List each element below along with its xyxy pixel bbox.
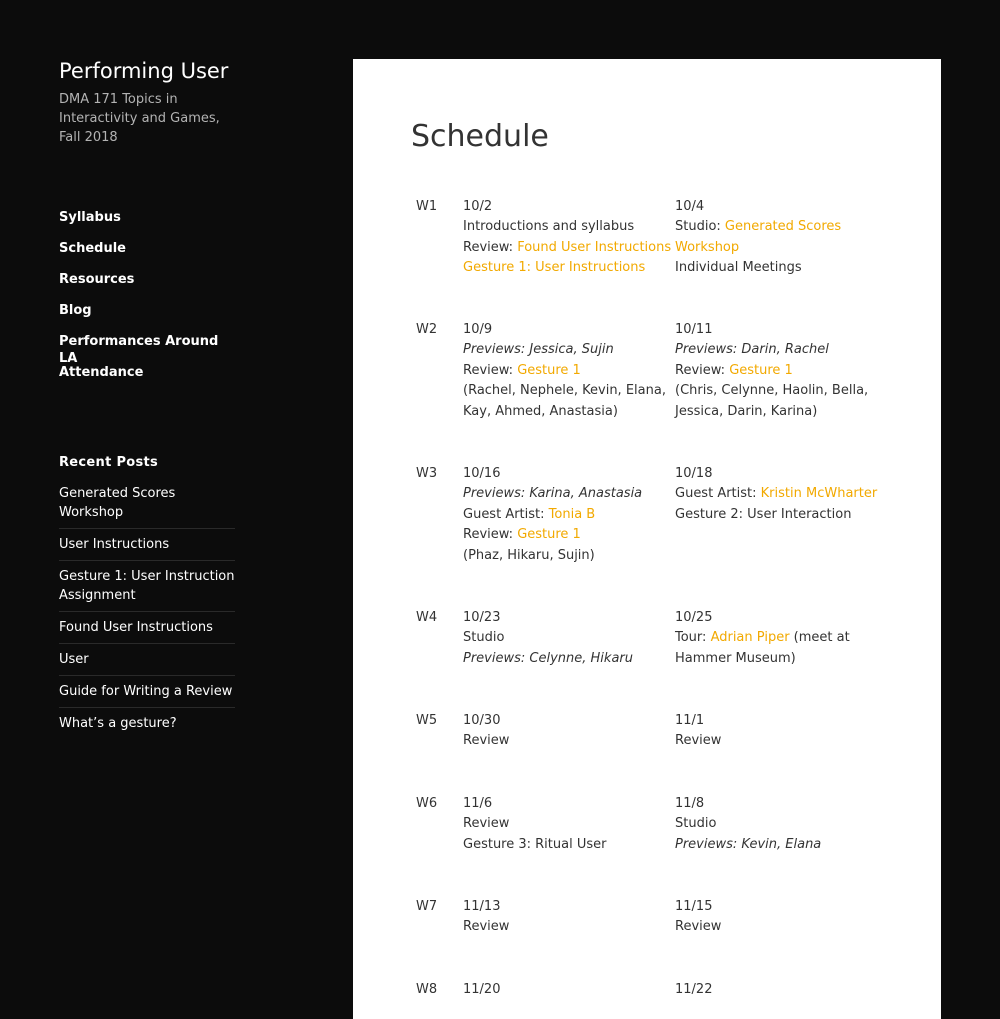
week-label: W1 — [416, 199, 438, 214]
review-prefix: Review: — [675, 362, 730, 378]
day-cell — [675, 897, 875, 938]
site-title[interactable]: Performing User — [59, 59, 229, 83]
recent-post-link[interactable]: Gesture 1: User Instruction Assignment — [59, 561, 235, 612]
kristin-mcwharter-link[interactable]: Kristin McWharter — [760, 486, 878, 502]
day-cell — [675, 608, 875, 669]
content-card — [353, 59, 941, 1019]
gesture-1-link[interactable]: Gesture 1 — [729, 362, 793, 378]
recent-posts-heading: Recent Posts — [59, 455, 159, 470]
day-cell — [675, 794, 875, 855]
day-cell — [463, 197, 672, 279]
guest-line — [463, 505, 663, 525]
date: 10/25 — [675, 610, 713, 625]
session-text: Individual Meetings — [675, 260, 802, 276]
review-prefix: Review: — [463, 362, 518, 378]
day-cell — [463, 608, 663, 669]
nav-item-schedule[interactable]: Schedule — [59, 241, 126, 256]
session-text: Gesture 3: Ritual User — [463, 836, 607, 852]
review-line — [463, 238, 672, 258]
session-text: Review — [463, 733, 510, 749]
date: 10/18 — [675, 466, 713, 481]
previews: Previews: Kevin, Elana — [675, 836, 822, 852]
studio-line-cont — [675, 238, 875, 258]
recent-post-link[interactable]: Found User Instructions — [59, 612, 235, 644]
sidebar — [59, 58, 235, 739]
names: (Chris, Celynne, Haolin, Bella, — [675, 383, 869, 399]
week-label: W2 — [416, 322, 438, 337]
gesture-line — [463, 258, 663, 278]
guest-prefix: Guest Artist: — [675, 486, 761, 502]
tour-suffix: (meet at — [789, 630, 850, 646]
session-text: Review — [675, 733, 722, 749]
session-text: Review — [463, 919, 510, 935]
guest-prefix: Guest Artist: — [463, 506, 549, 522]
date: 11/22 — [675, 982, 713, 997]
site-description: DMA 171 Topics in Interactivity and Games, Fall 2018 — [59, 92, 220, 145]
date: 11/13 — [463, 899, 501, 914]
names: Jessica, Darin, Karina) — [675, 403, 818, 419]
found-user-instructions-link[interactable]: Found User Instructions — [517, 239, 672, 255]
adrian-piper-link[interactable]: Adrian Piper — [710, 630, 790, 646]
studio-line — [675, 217, 875, 237]
recent-post-link[interactable]: User Instructions — [59, 529, 235, 561]
review-prefix: Review: — [463, 527, 518, 543]
date: 10/16 — [463, 466, 501, 481]
tour-prefix: Tour: — [675, 630, 711, 646]
review-line — [675, 361, 875, 381]
session-text: Studio — [675, 816, 717, 832]
session-text: Review — [463, 816, 510, 832]
date: 10/30 — [463, 713, 501, 728]
recent-post-link[interactable]: Generated Scores Workshop — [59, 484, 235, 529]
tour-line — [675, 628, 875, 648]
previews: Previews: Jessica, Sujin — [463, 342, 614, 358]
nav-item-resources[interactable]: Resources — [59, 272, 135, 287]
gesture-1-link[interactable]: Gesture 1 — [517, 527, 581, 543]
recent-posts-list — [59, 484, 235, 739]
gesture-1-instructions-link[interactable]: Gesture 1: User Instructions — [463, 260, 646, 276]
day-cell — [463, 711, 663, 752]
nav-item-syllabus[interactable]: Syllabus — [59, 210, 121, 225]
review-line — [463, 525, 663, 545]
tour-place: Hammer Museum) — [675, 650, 796, 666]
week-label: W6 — [416, 796, 438, 811]
day-cell — [675, 464, 878, 525]
gesture-1-link[interactable]: Gesture 1 — [517, 362, 581, 378]
names: Kay, Ahmed, Anastasia) — [463, 403, 618, 419]
week-label: W5 — [416, 713, 438, 728]
session-text: Studio — [463, 630, 505, 646]
date: 10/2 — [463, 199, 493, 214]
date: 11/8 — [675, 796, 705, 811]
date: 10/4 — [675, 199, 705, 214]
nav-item-blog[interactable]: Blog — [59, 303, 92, 318]
day-cell — [463, 794, 663, 855]
guest-line — [675, 484, 878, 504]
previews: Previews: Darin, Rachel — [675, 342, 829, 358]
nav-item-attendance[interactable]: Attendance — [59, 365, 144, 380]
date: 11/20 — [463, 982, 501, 997]
recent-post-link[interactable]: What’s a gesture? — [59, 716, 177, 731]
week-label: W3 — [416, 466, 438, 481]
date: 10/23 — [463, 610, 501, 625]
previews: Previews: Karina, Anastasia — [463, 486, 643, 502]
recent-post-link[interactable]: Guide for Writing a Review — [59, 676, 235, 708]
week-label: W4 — [416, 610, 438, 625]
recent-post-link[interactable]: User — [59, 644, 235, 676]
date: 10/9 — [463, 322, 493, 337]
nav-item-performances[interactable]: Performances Around LA — [59, 334, 219, 366]
day-cell — [675, 980, 875, 1000]
names: (Rachel, Nephele, Kevin, Elana, — [463, 383, 666, 399]
review-line — [463, 361, 663, 381]
date: 11/1 — [675, 713, 705, 728]
date: 11/15 — [675, 899, 713, 914]
day-cell — [675, 711, 875, 752]
page-title: Schedule — [411, 119, 549, 154]
day-cell — [463, 464, 663, 566]
day-cell — [463, 897, 663, 938]
studio-prefix: Studio: — [675, 219, 725, 235]
date: 11/6 — [463, 796, 493, 811]
previews: Previews: Celynne, Hikaru — [463, 650, 633, 666]
tonia-b-link[interactable]: Tonia B — [548, 506, 596, 522]
generated-scores-link[interactable]: Generated Scores — [724, 219, 842, 235]
workshop-link[interactable]: Workshop — [675, 239, 740, 255]
week-label: W7 — [416, 899, 438, 914]
session-text: Introductions and syllabus — [463, 219, 635, 235]
week-label: W8 — [416, 982, 438, 997]
review-prefix: Review: — [463, 239, 518, 255]
day-cell — [463, 980, 663, 1000]
date: 10/11 — [675, 322, 713, 337]
session-text: Review — [675, 919, 722, 935]
names: (Phaz, Hikaru, Sujin) — [463, 547, 595, 563]
main-nav — [59, 209, 235, 395]
day-cell — [675, 197, 875, 279]
day-cell — [463, 320, 666, 422]
day-cell — [675, 320, 875, 422]
session-text: Gesture 2: User Interaction — [675, 506, 852, 522]
